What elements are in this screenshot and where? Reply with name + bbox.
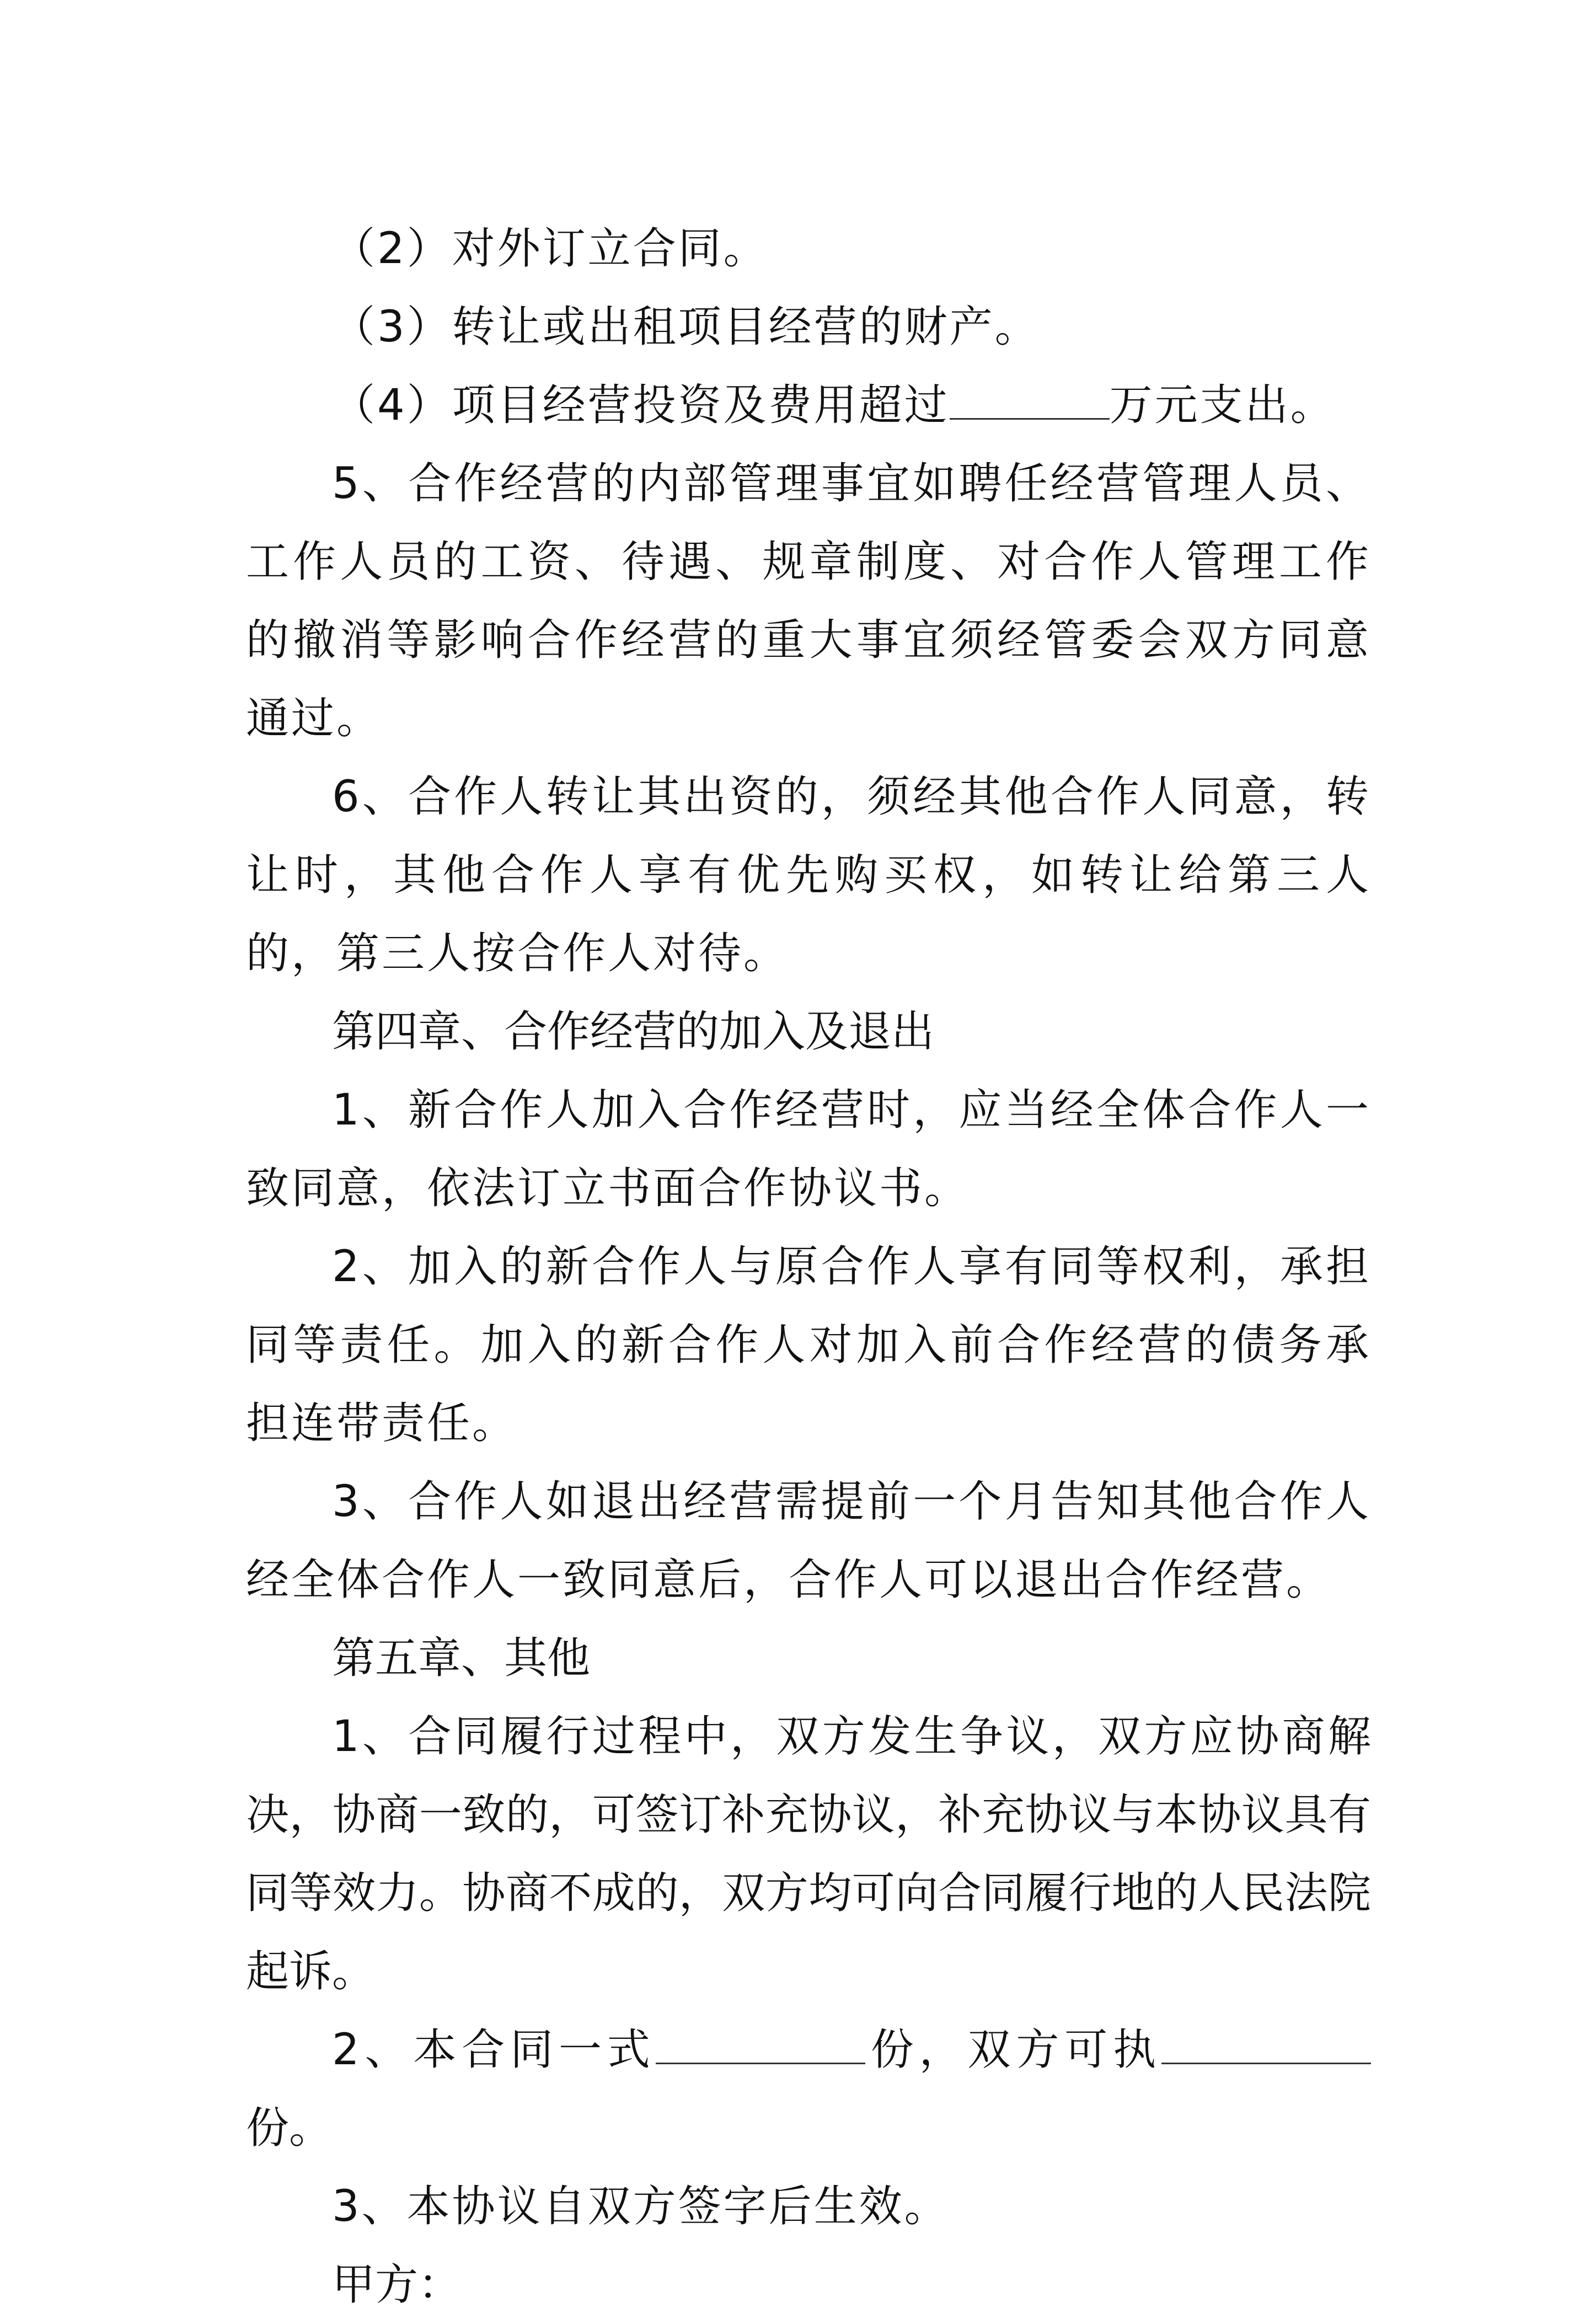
- blank-amount-field: [950, 384, 1110, 420]
- clause-4-text-after: 万元支出。: [1109, 381, 1336, 430]
- blank-copies-each: [1161, 2028, 1371, 2064]
- paragraph-clause-4: [246, 366, 1371, 445]
- paragraph-ch5-item-3: 3、本协议自双方签字后生效。: [332, 2182, 950, 2231]
- copies-text-3: 份。: [246, 2103, 333, 2153]
- document-body: [246, 210, 1371, 2324]
- chapter-5-heading: 第五章、其他: [332, 1634, 591, 1683]
- paragraph-clause-3: （3）转让或出租项目经营的财产。: [332, 302, 1040, 352]
- paragraph-ch5-item-2: [246, 2011, 1371, 2167]
- copies-text-1: 2、本合同一式: [332, 2025, 656, 2075]
- paragraph-clause-2: （2）对外订立合同。: [332, 224, 769, 274]
- paragraph-ch5-item-1: 1、合同履行过程中，双方发生争议，双方应协商解决，协商一致的，可签订补充协议，补充协议与本协议具有同等效力。协商不成的，双方均可向合同履行地的人民法院起诉。: [246, 1712, 1371, 1996]
- paragraph-ch4-item-1: 1、新合作人加入合作经营时，应当经全体合作人一致同意，依法订立书面合作协议书。: [246, 1085, 1371, 1213]
- chapter-4-heading: 第四章、合作经营的加入及退出: [332, 1007, 935, 1057]
- party-a-signature-label: 甲方：: [332, 2260, 462, 2310]
- paragraph-item-6: 6、合作人转让其出资的，须经其他合作人同意，转让时，其他合作人享有优先购买权，如转让给第三人的，第三人按合作人对待。: [246, 772, 1371, 978]
- copies-text-2: 份，双方可执: [865, 2025, 1161, 2075]
- paragraph-ch4-item-2: 2、加入的新合作人与原合作人享有同等权利，承担同等责任。加入的新合作人对加入前合作经营的债务承担连带责任。: [246, 1242, 1371, 1448]
- paragraph-ch4-item-3: 3、合作人如退出经营需提前一个月告知其他合作人经全体合作人一致同意后，合作人可以退出合作经营。: [246, 1477, 1371, 1605]
- clause-4-text-before: （4）项目经营投资及费用超过: [332, 381, 950, 430]
- paragraph-item-5: 5、合作经营的内部管理事宜如聘任经营管理人员、工作人员的工资、待遇、规章制度、对合作人管理工作的撤消等影响合作经营的重大事宜须经管委会双方同意通过。: [246, 459, 1371, 743]
- blank-copies-total: [656, 2028, 865, 2064]
